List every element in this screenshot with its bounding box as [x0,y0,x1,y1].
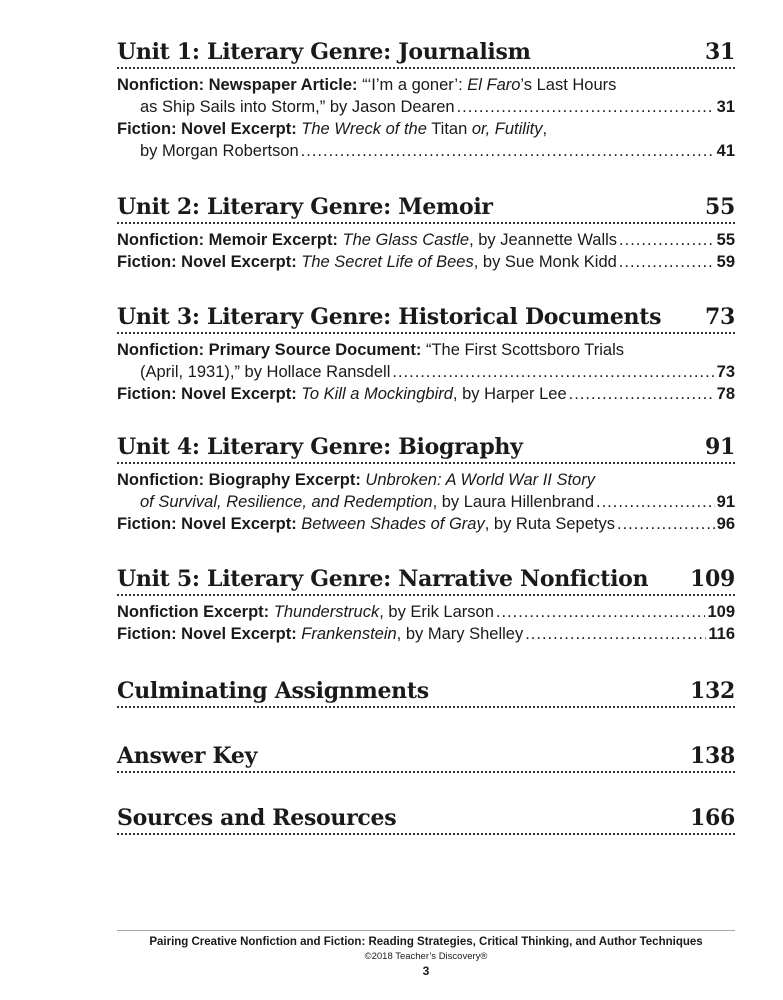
section-heading [117,303,735,334]
entry-text: , by Ruta Sepetys [484,515,615,533]
section-page-number: 91 [704,434,735,460]
section-heading [117,677,735,708]
section-page-number: 138 [689,743,735,769]
entry-line [117,383,735,405]
entry-title-italic: Between Shades of Gray [296,515,485,533]
section-heading [117,433,735,464]
entry-text: “The First Scottsboro Trials [421,341,625,359]
toc-section [117,193,735,273]
section-entries [117,74,735,162]
dot-leader [301,140,715,162]
entry-title-italic: or, Futility [471,120,543,138]
entry-text: , by Erik Larson [379,603,494,621]
entry-page-number: 31 [716,98,735,116]
entry-label: Nonfiction: Biography Excerpt: [117,471,361,489]
entry-line [117,339,735,361]
dot-leader [392,361,714,383]
entry-line [117,513,735,535]
entry-title-italic: The Secret Life of Bees [296,253,474,271]
section-heading [117,804,735,835]
entry-text: , by Sue Monk Kidd [473,253,617,271]
entry-label: Fiction: Novel Excerpt: [117,515,297,533]
entry-title-italic: To Kill a Mockingbird [296,385,453,403]
section-heading [117,565,735,596]
entry-line [117,491,735,513]
entry-page-number: 91 [716,493,735,511]
page-footer [117,930,735,978]
entry-line [117,140,735,162]
section-title: Unit 4: Literary Genre: Biography [117,434,523,460]
entry-title-italic: Frankenstein [296,625,397,643]
toc-entry [117,118,735,162]
entry-line [117,601,735,623]
toc-section [117,565,735,645]
entry-line [117,251,735,273]
entry-title-italic: Unbroken: A World War II Story [360,471,595,489]
toc-section [117,677,735,708]
entry-label: Fiction: Novel Excerpt: [117,253,297,271]
toc-section [117,433,735,535]
entry-page-number: 96 [716,515,735,533]
section-entries [117,469,735,535]
entry-page-number: 73 [716,363,735,381]
entry-page-number: 59 [716,253,735,271]
entry-line [117,229,735,251]
toc-entry [117,339,735,383]
footer-copyright: ©2018 Teacher’s Discovery® [364,951,488,962]
entry-text: Titan [426,120,472,138]
section-entries [117,339,735,405]
section-page-number: 166 [689,805,735,831]
entry-text: by Morgan Robertson [140,142,299,160]
entry-label: Nonfiction Excerpt: [117,603,270,621]
toc-section [117,804,735,835]
entry-title-italic: The Glass Castle [337,231,470,249]
section-heading [117,38,735,69]
entry-page-number: 41 [716,142,735,160]
footer-page-number: 3 [422,964,430,978]
section-title: Unit 3: Literary Genre: Historical Documents [117,304,662,330]
toc-section [117,742,735,773]
dot-leader [457,96,715,118]
entry-text: ’s Last Hours [520,76,617,94]
entry-title-italic: The Wreck of the [296,120,427,138]
entry-label: Nonfiction: Primary Source Document: [117,341,422,359]
entry-line [117,118,735,140]
entry-page-number: 116 [708,625,735,643]
entry-text: (April, 1931),” by Hollace Ransdell [140,363,391,381]
entry-title-italic: Thunderstruck [269,603,380,621]
entry-text: , by Laura Hillenbrand [432,493,595,511]
section-page-number: 73 [704,304,735,330]
dot-leader [569,383,715,405]
section-title: Unit 5: Literary Genre: Narrative Nonfiction [117,566,649,592]
entry-line [117,96,735,118]
section-heading [117,742,735,773]
entry-line [117,361,735,383]
dot-leader [596,491,715,513]
toc-section [117,38,735,162]
dot-leader [617,513,715,535]
section-title: Unit 2: Literary Genre: Memoir [117,194,493,220]
toc-entry [117,229,735,251]
footer-book-title: Pairing Creative Nonfiction and Fiction: Reading Strategies, Critical Thinking, and Author Techniques [149,936,703,948]
toc-entry [117,383,735,405]
section-title: Culminating Assignments [117,678,429,704]
entry-label: Fiction: Novel Excerpt: [117,625,297,643]
entry-text: , by Mary Shelley [396,625,524,643]
section-title: Answer Key [117,743,258,769]
dot-leader [619,251,715,273]
toc-entry [117,513,735,535]
section-page-number: 55 [704,194,735,220]
entry-label: Fiction: Novel Excerpt: [117,120,297,138]
section-heading [117,193,735,224]
entry-line [117,623,735,645]
toc-entry [117,74,735,118]
entry-label: Fiction: Novel Excerpt: [117,385,297,403]
entry-text: “‘I’m a goner’: [357,76,468,94]
entry-label: Nonfiction: Memoir Excerpt: [117,231,338,249]
section-page-number: 109 [689,566,735,592]
entry-label: Nonfiction: Newspaper Article: [117,76,358,94]
entry-line [117,469,735,491]
section-page-number: 31 [704,39,735,65]
section-title: Unit 1: Literary Genre: Journalism [117,39,531,65]
section-page-number: 132 [689,678,735,704]
dot-leader [496,601,706,623]
section-entries [117,601,735,645]
entry-line [117,74,735,96]
toc-entry [117,469,735,513]
entry-text: , by Harper Lee [452,385,567,403]
entry-title-italic: of Survival, Resilience, and Redemption [140,493,433,511]
toc-entry [117,251,735,273]
section-title: Sources and Resources [117,805,397,831]
toc-section [117,303,735,405]
entry-page-number: 78 [716,385,735,403]
entry-text: as Ship Sails into Storm,” by Jason Dearen [140,98,455,116]
toc-entry [117,623,735,645]
section-entries [117,229,735,273]
entry-page-number: 109 [707,603,735,621]
entry-title-italic: El Faro [467,76,521,94]
entry-text: , by Jeannette Walls [469,231,618,249]
dot-leader [525,623,706,645]
entry-page-number: 55 [716,231,735,249]
entry-text: , [542,120,548,138]
toc-entry [117,601,735,623]
dot-leader [619,229,715,251]
